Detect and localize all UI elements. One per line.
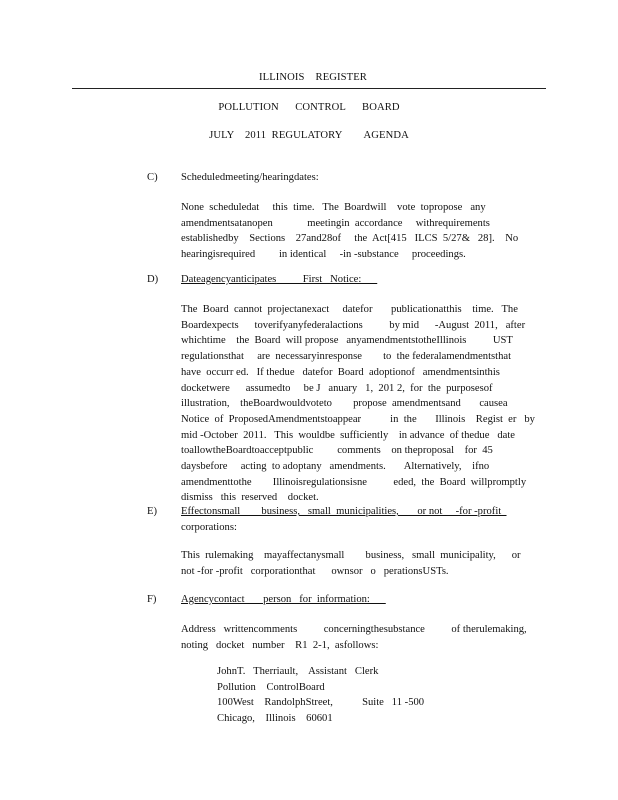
header-rule [72, 88, 546, 89]
agenda-title: JULY 2011 REGULATORY AGENDA [209, 130, 409, 141]
section-c-body [181, 200, 527, 263]
board-title: POLLUTION CONTROL BOARD [218, 102, 400, 113]
body-line: illustration, theBoardwouldvoteto propose amendmentsand causea [181, 398, 508, 410]
contact-address [217, 664, 424, 726]
section-d-title: Dateagencyanticipates First Notice: [181, 274, 378, 285]
body-line: amendmentsatanopen meetingin accordance withrequirements [181, 217, 490, 229]
body-line: noting docket number R1 2-1, asfollows: [181, 639, 379, 651]
section-c-letter: C) [147, 172, 158, 183]
address-street: 100West RandolphStreet, Suite 11 -500 [217, 697, 425, 709]
body-line: not -for -profit corporationthat ownsor o perationsUSTs. [181, 565, 449, 577]
section-e-title-line2: corporations: [181, 522, 237, 533]
body-line: This rulemaking mayaffectanysmall business, small municipality, or [181, 550, 521, 561]
body-line: Address writtencomments concerningthesubstance of therulemaking, [181, 624, 527, 635]
section-f-title: Agencycontact person for information: [181, 594, 386, 605]
section-d-letter: D) [147, 274, 159, 285]
body-line: docketwere assumedto be J anuary 1, 201 2, for the purposesof [181, 382, 493, 394]
body-line: daysbefore acting to adoptany amendments. Alternatively, ifno [181, 461, 490, 473]
address-organization: Pollution ControlBoard [217, 681, 325, 693]
section-e-title-cont [181, 520, 527, 536]
body-line: regulationsthat are necessaryinresponse to the federalamendmentsthat [181, 351, 512, 363]
address-name: JohnT. Therriault, Assistant Clerk [217, 666, 379, 677]
body-line: The Board cannot projectanexact datefor publicationatthis time. The [181, 304, 518, 315]
body-line: hearingisrequired in identical -in -substance proceedings. [181, 249, 466, 261]
section-f-letter: F) [147, 594, 157, 605]
address-city: Chicago, Illinois 60601 [217, 712, 333, 724]
section-d-body [181, 302, 535, 506]
body-line: amendmenttothe Illinoisregulationsisne eded, the Board willpromptly [181, 476, 527, 488]
section-e-title: Effectonsmall business, small municipalities, or not -for -profit [181, 506, 507, 517]
register-title: ILLINOIS REGISTER [259, 72, 367, 83]
body-line: dismiss this reserved docket. [181, 492, 319, 504]
section-c-title: Scheduledmeeting/hearingdates: [181, 172, 319, 183]
body-line: toallowtheBoardtoacceptpublic comments on theproposal for 45 [181, 445, 493, 457]
body-line: None scheduledat this time. The Boardwill vote topropose any [181, 202, 486, 213]
body-line: whichtime the Board will propose anyamendmentstotheIllinois UST [181, 335, 513, 347]
section-f-body [181, 622, 527, 653]
section-e-letter: E) [147, 506, 157, 517]
body-line: Boardexpects toverifyanyfederalactions by mid -August 2011, after [181, 319, 526, 331]
body-line: Notice of ProposedAmendmentstoappear in the Illinois Regist er by [181, 413, 535, 425]
section-e-body [181, 548, 527, 579]
body-line: establishedby Sections 27and28of the Act[415 ILCS 5/27& 28]. No [181, 233, 519, 245]
body-line: have occurr ed. If thedue datefor Board adoptionof amendmentsinthis [181, 366, 500, 378]
body-line: mid -October 2011. This wouldbe sufficiently in advance of thedue date [181, 429, 516, 441]
